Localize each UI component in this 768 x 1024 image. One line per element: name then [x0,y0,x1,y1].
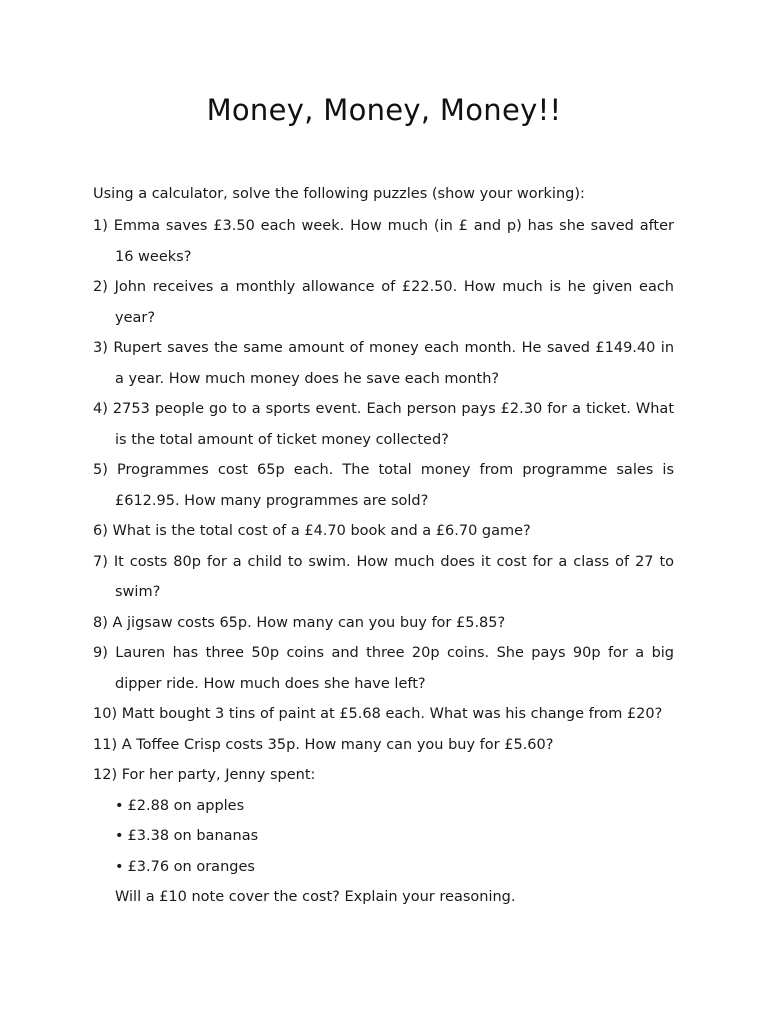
question-number: 9) [93,645,108,661]
question-3 [93,333,674,394]
closing-question: Will a £10 note cover the cost? Explain your reasoning. [115,889,516,905]
question-number: 6) [93,523,108,539]
question-4 [93,394,674,455]
question-8 [93,608,674,639]
question-11 [93,730,674,761]
party-item-text: £3.76 on oranges [127,858,255,875]
question-number: 2) [93,279,108,295]
question-number: 1) [93,218,108,234]
question-2 [93,272,674,333]
question-text: Lauren has three 50p coins and three 20p coins. She pays 90p for a big dipper ride. How much does she have left? [115,645,675,692]
question-text: Emma saves £3.50 each week. How much (in £ and p) has she saved after 16 weeks? [113,218,674,265]
question-number: 4) [93,401,108,417]
party-item-oranges [93,852,674,883]
question-10 [93,699,674,730]
question-6 [93,516,674,547]
instructions: Using a calculator, solve the following puzzles (show your working): [93,186,585,202]
question-7 [93,547,674,608]
question-12 [93,760,674,791]
question-number: 3) [93,340,108,356]
bullet-icon: • [115,858,124,875]
question-text: It costs 80p for a child to swim. How much does it cost for a class of 27 to swim? [113,553,674,600]
question-number: 5) [93,462,108,478]
question-5 [93,455,674,516]
bullet-icon: • [115,797,124,814]
question-number: 11) [93,736,118,753]
question-text: What is the total cost of a £4.70 book and a £6.70 game? [112,523,531,539]
question-text: A jigsaw costs 65p. How many can you buy for £5.85? [112,614,506,631]
party-item-bananas [93,821,674,852]
question-text: A Toffee Crisp costs 35p. How many can you buy for £5.60? [121,736,554,753]
question-text: Matt bought 3 tins of paint at £5.68 each. What was his change from £20? [121,706,663,722]
question-text: For her party, Jenny spent: [121,767,316,783]
bullet-icon: • [115,828,124,844]
question-number: 7) [93,553,108,570]
party-item-text: £2.88 on apples [127,797,245,814]
question-number: 10) [93,706,118,722]
question-1 [93,211,674,272]
question-9 [93,638,674,699]
question-text: 2753 people go to a sports event. Each person pays £2.30 for a ticket. What is the total amount of ticket money collected? [112,401,674,448]
question-text: Rupert saves the same amount of money each month. He saved £149.40 in a year. How much money does he save each month? [113,340,675,387]
party-item-text: £3.38 on bananas [127,828,259,844]
page-title: Money, Money, Money!! [206,93,562,127]
question-number: 12) [93,767,118,783]
question-text: John receives a monthly allowance of £22.50. How much is he given each year? [114,279,674,326]
question-text: Programmes cost 65p each. The total money from programme sales is £612.95. How many programmes are sold? [115,462,674,509]
question-list [93,211,674,913]
question-number: 8) [93,614,108,631]
party-item-apples [93,791,674,822]
